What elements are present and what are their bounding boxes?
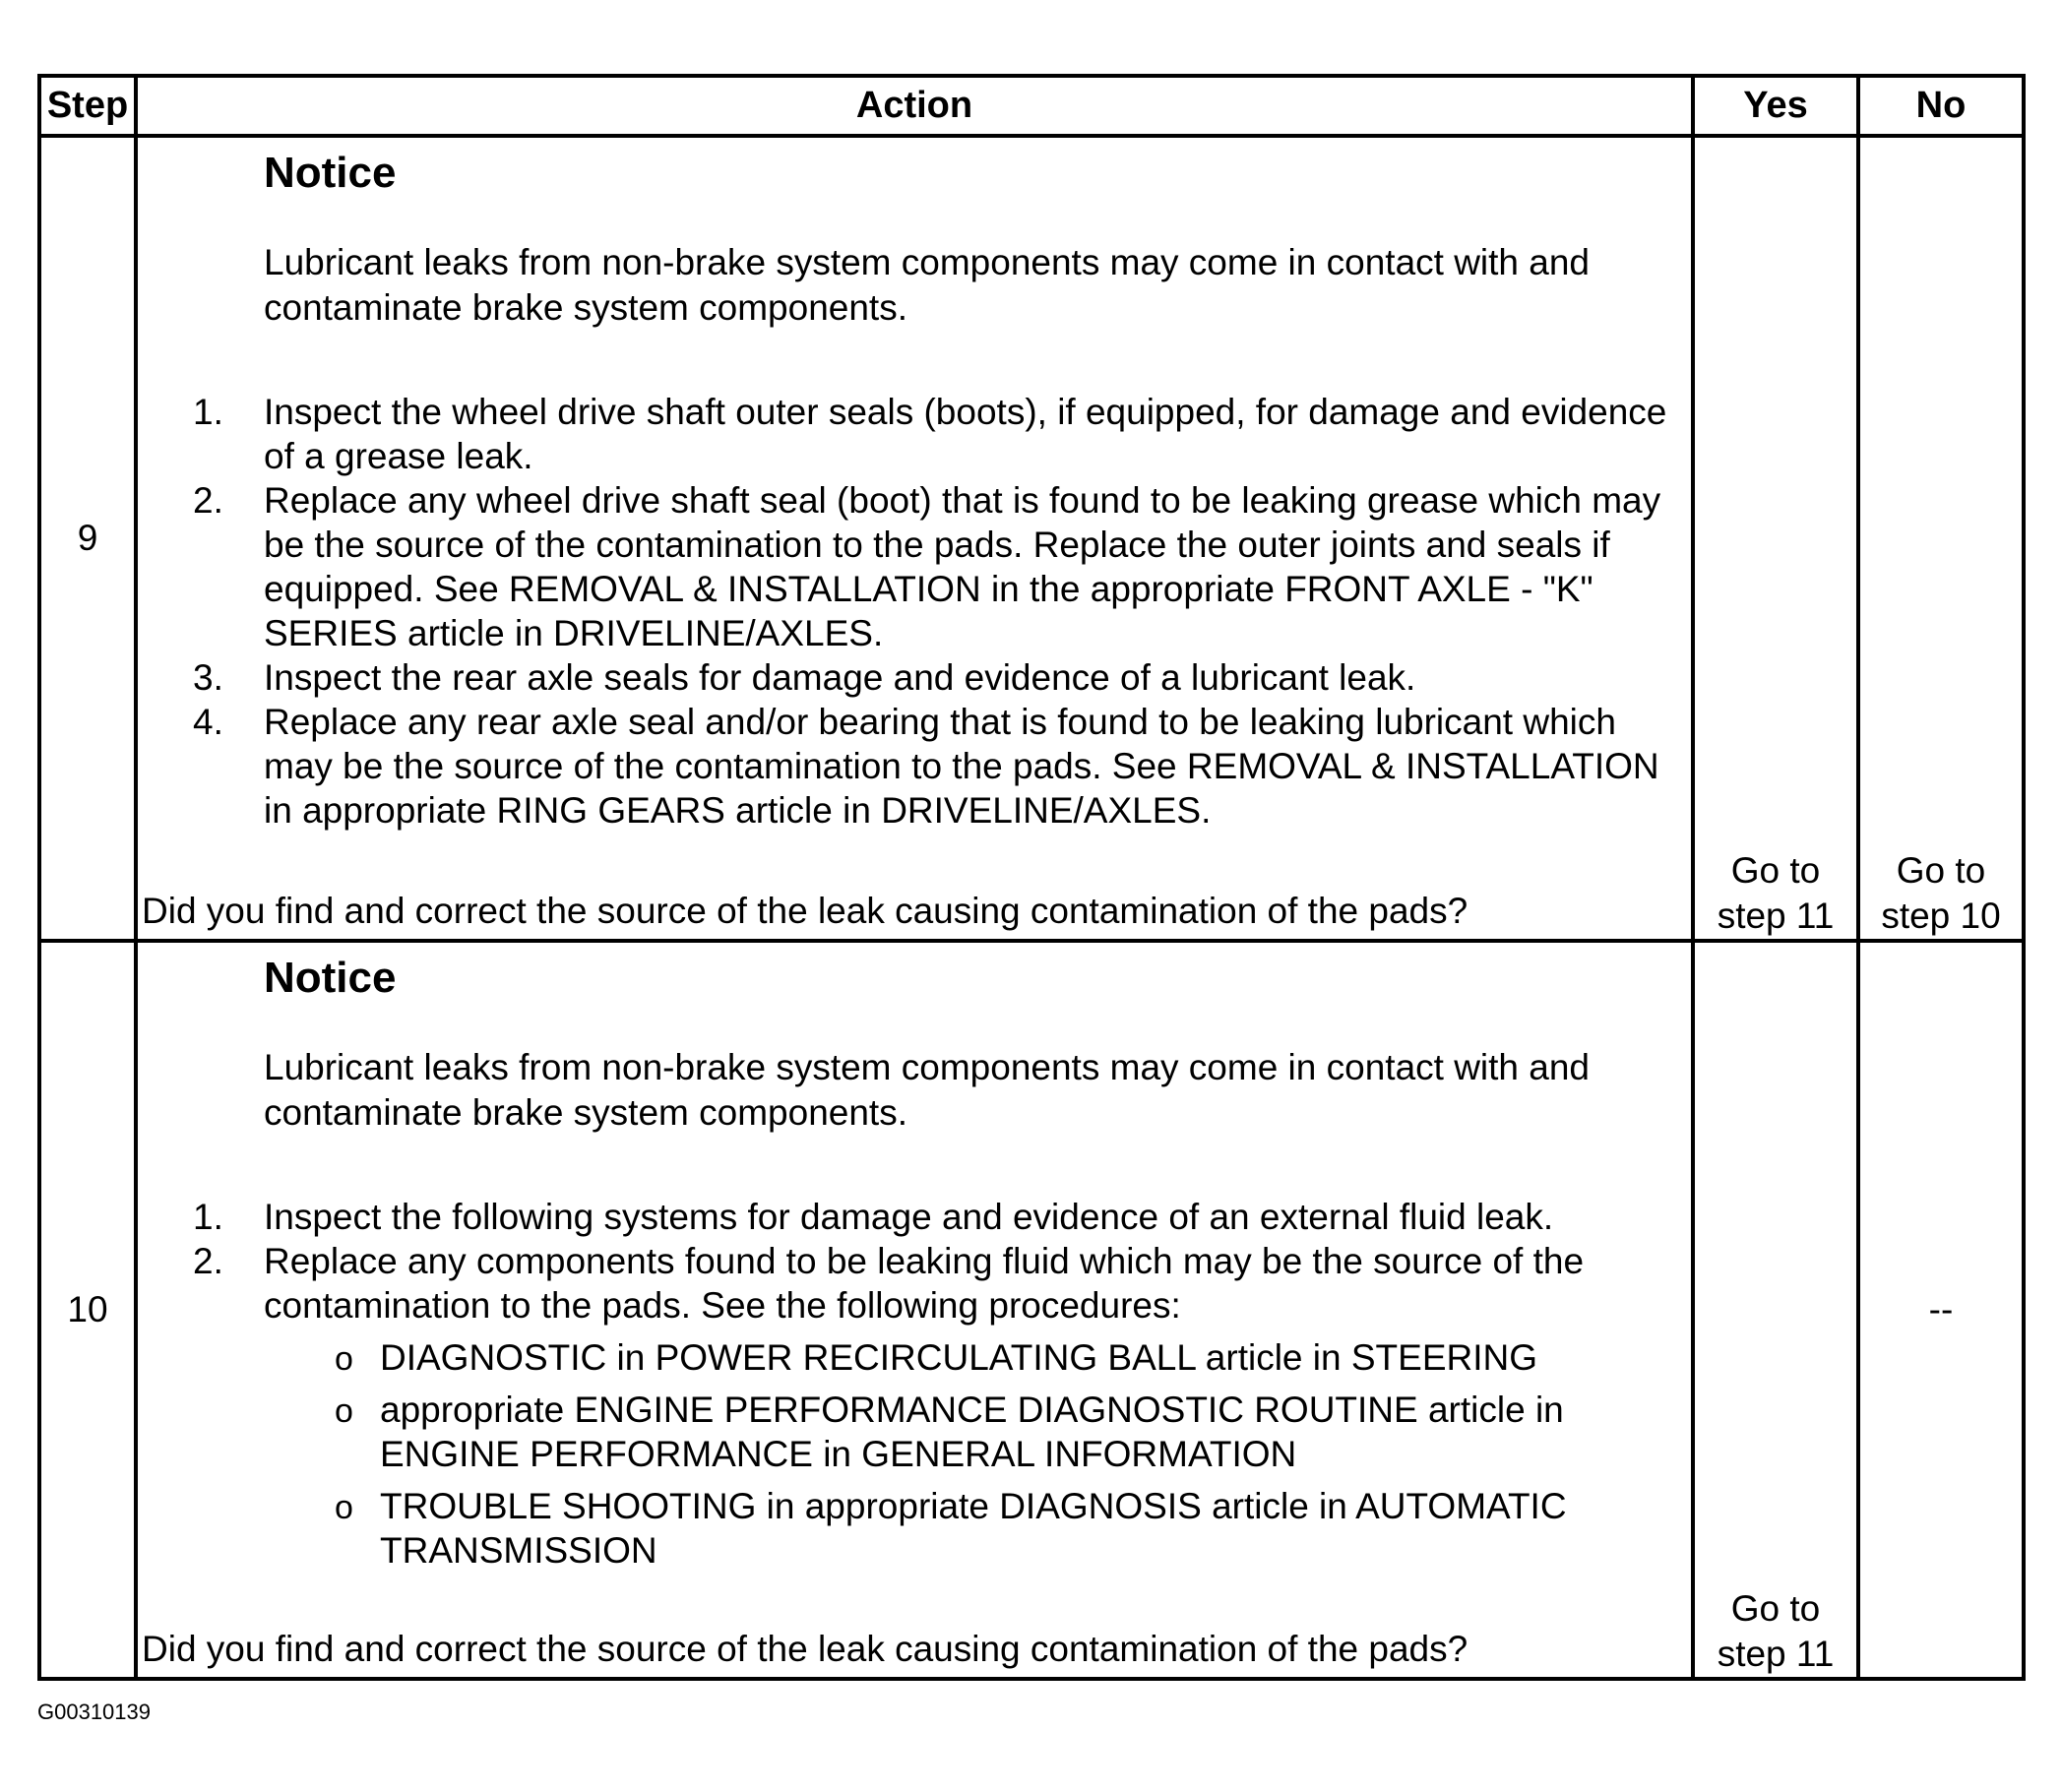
notice-title: Notice — [264, 954, 397, 1002]
notice-text: Lubricant leaks from non-brake system components may come in contact with and contaminate brake system components. — [264, 242, 1591, 328]
list-item-text: Inspect the rear axle seals for damage and evidence of a lubricant leak. — [264, 657, 1416, 698]
no-cell: -- — [1858, 941, 2024, 1679]
list-item — [138, 390, 1691, 478]
sublist-item-text: TROUBLE SHOOTING in appropriate DIAGNOSIS article in AUTOMATIC TRANSMISSION — [380, 1486, 1567, 1571]
yes-goto-step: step 11 — [1717, 1634, 1835, 1674]
header-step: Step — [39, 76, 136, 136]
procedure-list — [138, 1195, 1691, 1328]
yes-goto-label: Go to — [1730, 1588, 1821, 1629]
bullet-icon: o — [335, 1489, 353, 1526]
header-action: Action — [136, 76, 1693, 136]
header-yes: Yes — [1693, 76, 1858, 136]
table-row-step-10 — [39, 941, 2024, 1679]
no-cell — [1858, 136, 2024, 941]
header-row — [39, 76, 2024, 136]
list-item-number: 4. — [193, 702, 223, 742]
diagnostic-table — [37, 74, 2026, 1681]
sublist-item — [138, 1388, 1691, 1476]
notice-text: Lubricant leaks from non-brake system components may come in contact with and contaminate brake system components. — [264, 1047, 1591, 1133]
bullet-icon: o — [335, 1392, 353, 1430]
list-item — [138, 655, 1691, 700]
list-item-text: Replace any rear axle seal and/or bearing that is found to be leaking lubricant which may be the source of the contamination to the pads. See REMOVAL & INSTALLATION in appropriate RING GEARS article in DRIVELINE/AXLES. — [264, 702, 1659, 831]
sublist-item-text: appropriate ENGINE PERFORMANCE DIAGNOSTIC ROUTINE article in ENGINE PERFORMANCE in GENERAL INFORMATION — [380, 1390, 1564, 1474]
list-item — [138, 478, 1691, 655]
list-item-number: 3. — [193, 657, 223, 698]
list-item-text: Replace any wheel drive shaft seal (boot) that is found to be leaking grease which may be the source of the contamination to the pads. Replace the outer joints and seals if equipped. See REMOVAL & INSTALLATION in the appropriate FRONT AXLE - "K" SERIES article in DRIVELINE/AXLES. — [264, 480, 1661, 653]
notice-title: Notice — [264, 149, 397, 197]
procedure-sublist — [138, 1335, 1691, 1573]
yes-cell — [1693, 136, 1858, 941]
sublist-item — [138, 1484, 1691, 1573]
list-item — [138, 1239, 1691, 1328]
sublist-item — [138, 1335, 1691, 1380]
no-goto-step: step 10 — [1881, 896, 2001, 936]
no-goto-label: Go to — [1896, 850, 1986, 891]
list-item — [138, 700, 1691, 833]
list-item-text: Inspect the following systems for damage and evidence of an external fluid leak. — [264, 1197, 1554, 1237]
procedure-list — [138, 390, 1691, 833]
list-item-text: Replace any components found to be leaking fluid which may be the source of the contamination to the pads. See the following procedures: — [264, 1241, 1585, 1326]
list-item-number: 1. — [193, 1197, 223, 1237]
yes-cell — [1693, 941, 1858, 1679]
yes-goto-step: step 11 — [1717, 896, 1835, 936]
list-item-text: Inspect the wheel drive shaft outer seals (boots), if equipped, for damage and evidence of a grease leak. — [264, 392, 1667, 476]
table-row-step-9 — [39, 136, 2024, 941]
step-number: 10 — [39, 941, 136, 1679]
step-number: 9 — [39, 136, 136, 941]
list-item-number: 2. — [193, 1241, 223, 1281]
question-text: Did you find and correct the source of the leak causing contamination of the pads? — [142, 1629, 1468, 1669]
figure-code: G00310139 — [37, 1699, 151, 1724]
list-item-number: 2. — [193, 480, 223, 521]
action-cell — [136, 941, 1693, 1679]
header-no: No — [1858, 76, 2024, 136]
bullet-icon: o — [335, 1340, 353, 1378]
sublist-item-text: DIAGNOSTIC in POWER RECIRCULATING BALL article in STEERING — [380, 1337, 1537, 1378]
list-item — [138, 1195, 1691, 1239]
question-text: Did you find and correct the source of the leak causing contamination of the pads? — [142, 891, 1468, 931]
action-cell — [136, 136, 1693, 941]
yes-goto-label: Go to — [1730, 850, 1821, 891]
list-item-number: 1. — [193, 392, 223, 432]
